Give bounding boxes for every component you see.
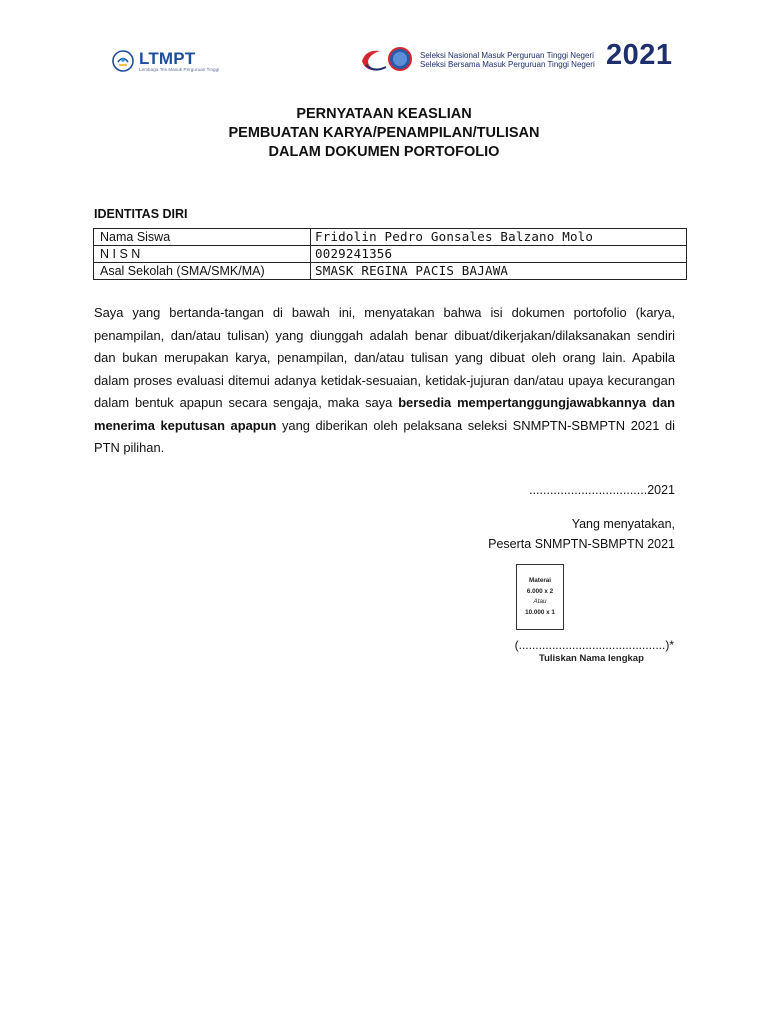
identity-label: Asal Sekolah (SMA/SMK/MA) (94, 263, 311, 280)
signatory-line-1: Yang menyatakan, (571, 517, 675, 531)
title-line-3: DALAM DOKUMEN PORTOFOLIO (268, 144, 500, 160)
signatory-line-2: Peserta SNMPTN-SBMPTN 2021 (488, 537, 675, 551)
ltmpt-wordmark: LTMPT (139, 48, 196, 68)
seleksi-emblem-icon (360, 45, 416, 75)
signature-date: ..................................2021 (529, 483, 675, 497)
table-row (94, 263, 687, 280)
stamp-text-2: 6.000 x 2 (526, 587, 554, 595)
statement-bold-text: bersedia mempertanggungjawabkannya dan menerima keputusan apapun (94, 395, 675, 433)
ltmpt-emblem-icon (112, 50, 134, 72)
seleksi-line-2: Seleksi Bersama Masuk Perguruan Tinggi Negeri (420, 60, 595, 69)
statement-text-2: yang diberikan oleh pelaksana seleksi SNMPTN-SBMPTN 2021 di PTN pilihan. (94, 417, 675, 455)
table-row (94, 246, 687, 263)
signatory-block (488, 514, 675, 554)
seleksi-line-1: Seleksi Nasional Masuk Perguruan Tinggi Negeri (420, 50, 594, 60)
identity-value: 0029241356 (311, 246, 687, 263)
identity-heading: IDENTITAS DIRI (94, 207, 188, 221)
title-line-1: PERNYATAAN KEASLIAN (296, 106, 472, 122)
stamp-text-4: 10.000 x 1 (525, 608, 555, 616)
statement-paragraph (94, 302, 675, 460)
header-year: 2021 (606, 39, 673, 71)
table-row (94, 229, 687, 246)
statement-text-1: Saya yang bertanda-tangan di bawah ini, menyatakan bahwa isi dokumen portofolio (karya, penampilan, dan/atau tulisan) yang diunggah adalah benar dibuat/dikerjakan/dilaksanakan sendiri dan bukan merupakan karya, penampilan, dan/atau tulisan yang dibuat oleh orang lain. Apabila dalam proses evaluasi ditemui adanya ketidak-sesuaian, ketidak-jujuran dan/atau upaya kecurangan dalam bentuk apapun secara sengaja, maka saya (94, 305, 675, 410)
full-name-hint: Tuliskan Nama lengkap (539, 653, 644, 664)
ltmpt-logo (112, 46, 219, 76)
full-name-placeholder: (............................................)* (514, 638, 674, 652)
materai-stamp-box (516, 564, 564, 630)
stamp-text-1: Materai (528, 577, 552, 584)
identity-table (93, 228, 687, 280)
document-title (0, 105, 768, 162)
identity-label: N I S N (94, 246, 311, 263)
ltmpt-tagline: Lembaga Tes Masuk Perguruan Tinggi (139, 66, 220, 72)
stamp-text-3: Atau (533, 598, 547, 605)
title-line-2: PEMBUATAN KARYA/PENAMPILAN/TULISAN (228, 125, 540, 141)
snmptn-sbmptn-logo (360, 43, 595, 77)
identity-value: Fridolin Pedro Gonsales Balzano Molo (311, 229, 687, 246)
identity-value: SMASK REGINA PACIS BAJAWA (311, 263, 687, 280)
identity-label: Nama Siswa (94, 229, 311, 246)
